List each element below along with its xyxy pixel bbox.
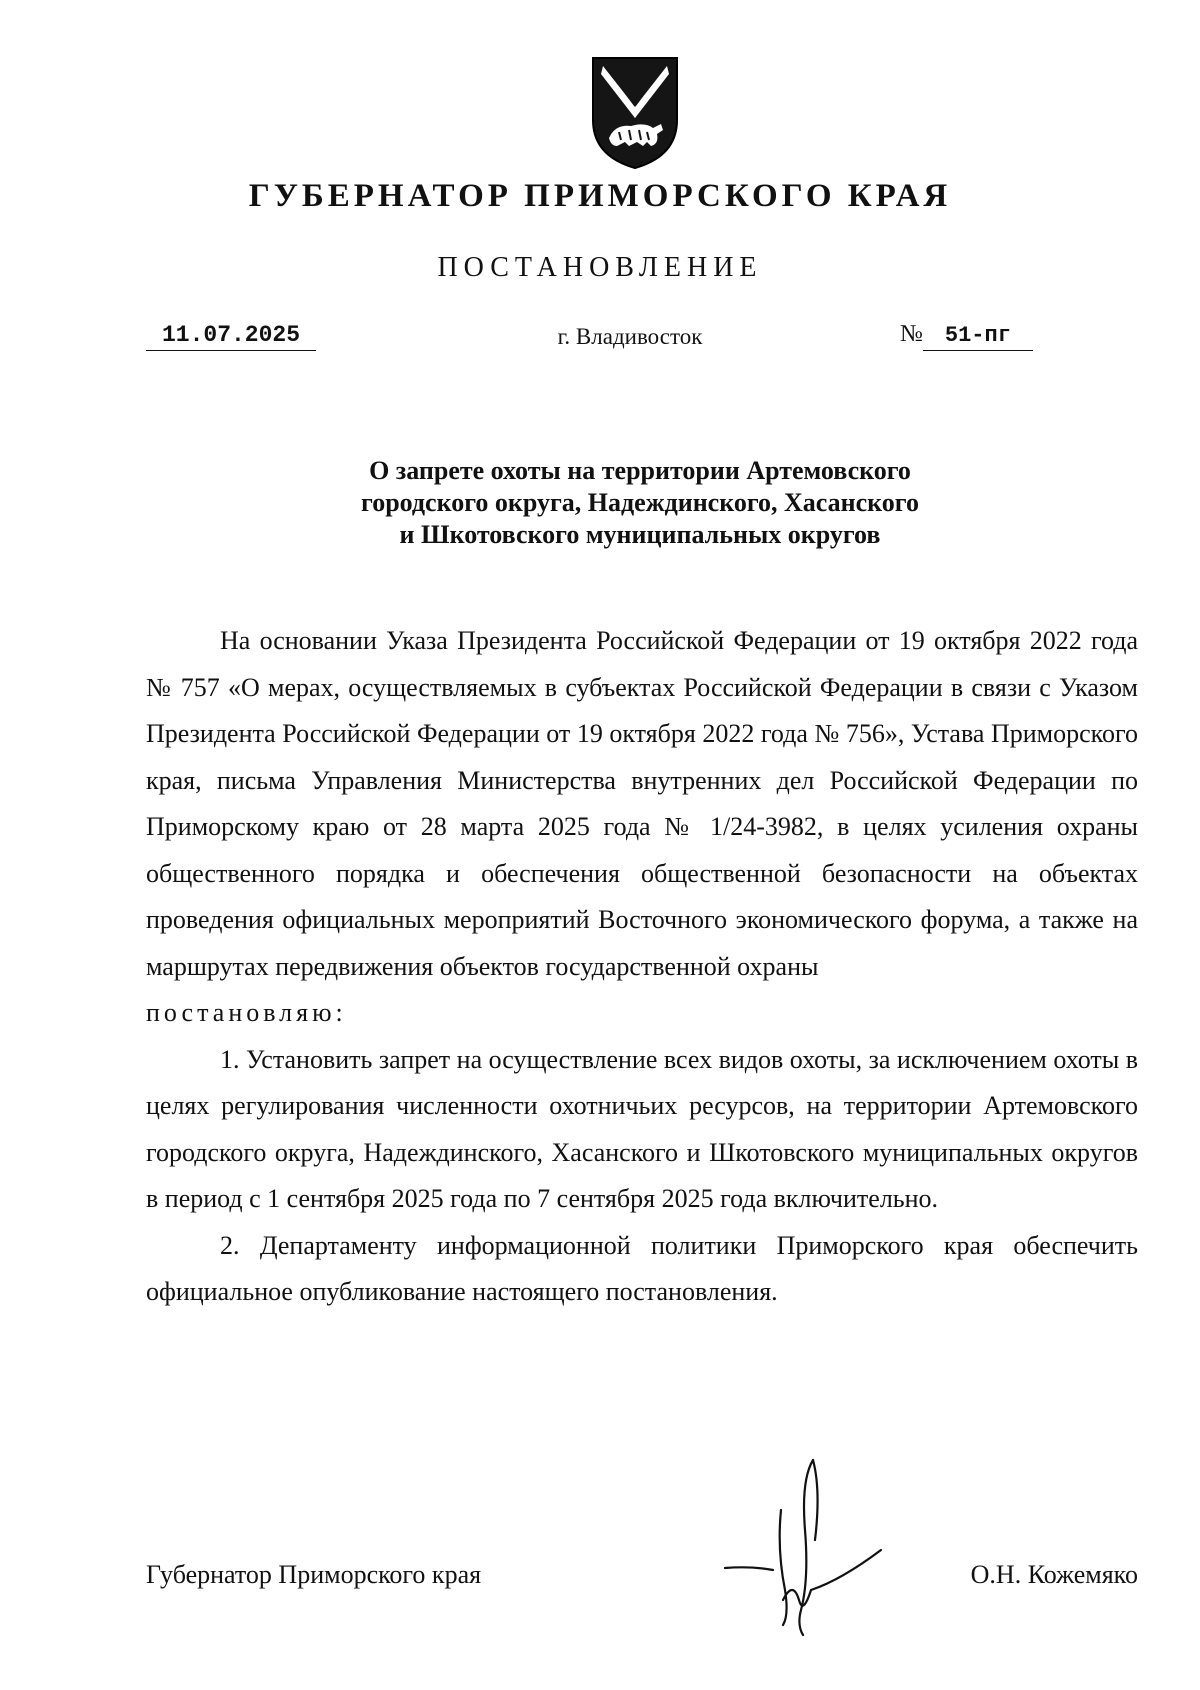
handwritten-signature-icon [721,1450,891,1640]
signer-name: О.Н. Кожемяко [970,1560,1138,1589]
clause-1: 1. Установить запрет на осуществление всех видов охоты, за исключением охоты в целях регулирования численности охотничьих ресурсов, на территории Артемовского городского округа, Надеждинского, Хасанского и Шкотовского муниципальных округов в период с 1 сентября 2025 года по 7 сентября 2025 года включительно. [146,1044,1138,1213]
decree-word: постановляю: [146,998,347,1027]
issuing-authority: ГУБЕРНАТОР ПРИМОРСКОГО КРАЯ [248,178,952,214]
title-line: О запрете охоты на территории Артемовского [369,456,911,485]
document-title [250,455,1030,551]
preamble-paragraph: На основании Указа Президента Российской Федерации от 19 октября 2022 года № 757 «О мерах, осуществляемых в субъектах Российской Федерации в связи с Указом Президента Российской Федерации от 19 октября 2022 года № 756», Устава Приморского края, письма Управления Министерства внутренних дел Российской Федерации по Приморскому краю от 28 марта 2025 года № 1/24-3982, в целях усиления охраны общественного порядка и обеспечения общественной безопасности на объектах проведения официальных мероприятий Восточного экономического форума, а также на маршрутах передвижения объектов государственной охраны [146,626,1138,981]
clause-2: 2. Департаменту информационной политики Приморского края обеспечить официальное опубликование настоящего постановления. [146,1230,1138,1306]
title-line: и Шкотовского муниципальных округов [399,520,881,549]
document-type: ПОСТАНОВЛЕНИЕ [437,252,763,283]
document-number: 51-пг [923,323,1033,351]
document-date: 11.07.2025 [146,322,316,351]
document-number-block [900,321,1050,351]
signer-title: Губернатор Приморского края [146,1560,482,1589]
number-sign: № [900,321,923,347]
document-city: г. Владивосток [557,324,703,349]
coat-of-arms-icon [585,52,685,172]
signature-block [146,1560,1138,1610]
title-line: городского округа, Надеждинского, Хасанского [361,488,919,517]
document-body [146,618,1138,1316]
